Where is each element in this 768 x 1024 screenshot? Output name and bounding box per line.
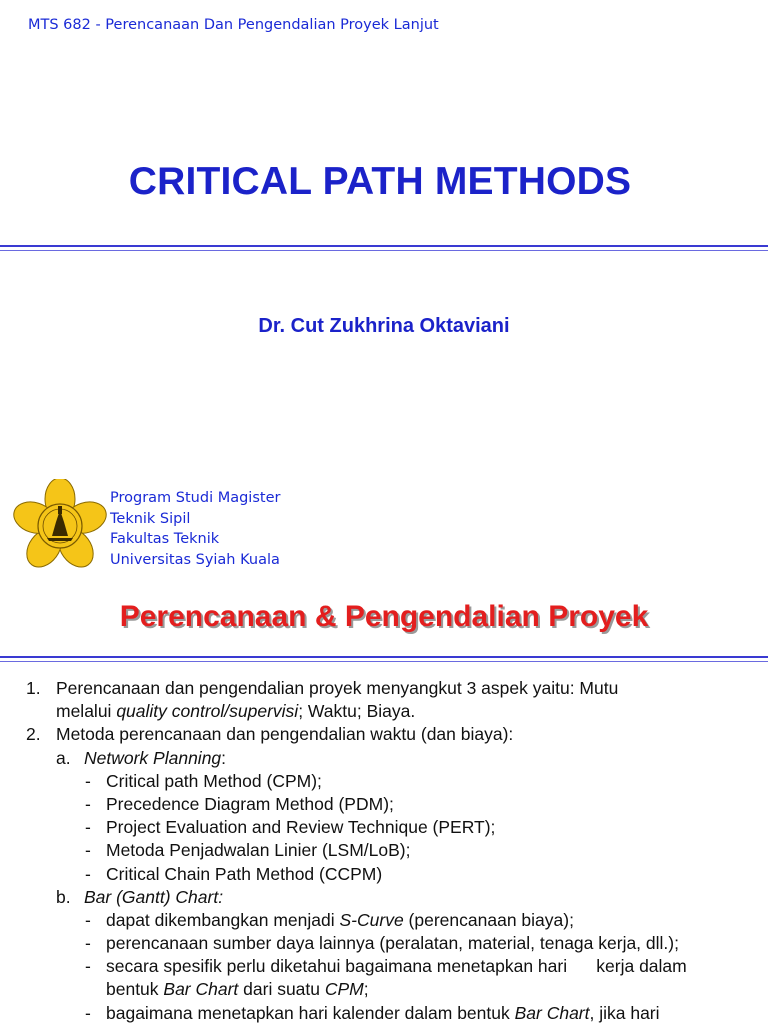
bullet-text: bagaimana menetapkan hari kalender dalam bentuk Bar Chart, jika hari	[106, 1002, 660, 1023]
dash-bullet: -	[85, 863, 91, 884]
bullet-text: perencanaan sumber daya lainnya (peralatan, material, tenaga kerja, dll.);	[106, 933, 679, 954]
divider-thin	[0, 661, 768, 662]
divider-thick	[0, 656, 768, 658]
bullet-item	[0, 793, 768, 816]
institution-line: Fakultas Teknik	[110, 531, 220, 547]
course-header: MTS 682 - Perencanaan Dan Pengendalian Proyek Lanjut	[28, 17, 439, 33]
dash-bullet: -	[85, 909, 91, 930]
dash-bullet: -	[85, 840, 91, 861]
item-number: 1.	[26, 678, 41, 698]
institution-line: Universitas Syiah Kuala	[110, 551, 280, 568]
bullet-text: Critical Chain Path Method (CCPM)	[106, 863, 383, 884]
author-name: Dr. Cut Zukhrina Oktaviani	[258, 315, 510, 337]
bullet-item	[0, 770, 768, 793]
dash-bullet: -	[85, 933, 91, 954]
slide-title: CRITICAL PATH METHODS	[128, 160, 632, 203]
bullet-item	[0, 863, 768, 886]
dash-bullet: -	[85, 793, 91, 814]
bullet-text: Critical path Method (CPM);	[106, 770, 322, 791]
sub-item-text: Network Planning:	[84, 747, 227, 768]
dash-bullet: -	[85, 770, 91, 791]
item-text: melalui quality control/supervisi; Waktu; Biaya.	[56, 701, 416, 722]
bullet-text: Metoda Penjadwalan Linier (LSM/LoB);	[106, 840, 411, 861]
university-seal-icon	[13, 479, 107, 573]
sub-item-letter: b.	[56, 886, 71, 907]
item-text: Perencanaan dan pengendalian proyek menyangkut 3 aspek yaitu: Mutu	[56, 678, 619, 698]
sub-item-letter: a.	[56, 747, 71, 768]
institution-line: Teknik Sipil	[110, 510, 191, 527]
slide-body	[0, 677, 768, 1024]
bullet-text: secara spesifik perlu diketahui bagaimana menetapkan hari kerja dalam	[106, 956, 687, 977]
list-item	[0, 723, 768, 746]
institution-block	[110, 488, 280, 570]
institution-line: Program Studi Magister	[110, 490, 281, 506]
section-title: Perencanaan & Pengendalian Proyek	[119, 600, 649, 633]
item-number: 2.	[26, 724, 41, 745]
dash-bullet: -	[85, 956, 91, 977]
bullet-continuation	[0, 978, 768, 1001]
bullet-item	[0, 816, 768, 839]
dash-bullet: -	[85, 817, 91, 838]
bullet-item	[0, 1002, 768, 1024]
bullet-item	[0, 839, 768, 862]
sub-item	[0, 747, 768, 770]
item-text: Metoda perencanaan dan pengendalian waktu (dan biaya):	[56, 724, 514, 745]
sub-item-text: Bar (Gantt) Chart:	[84, 886, 224, 907]
divider-thick	[0, 245, 768, 247]
sub-item	[0, 886, 768, 909]
divider-thin	[0, 250, 768, 251]
bullet-item	[0, 932, 768, 955]
list-item-continuation	[0, 700, 768, 723]
bullet-text: Precedence Diagram Method (PDM);	[106, 793, 394, 814]
bullet-text: bentuk Bar Chart dari suatu CPM;	[106, 979, 369, 1000]
bullet-item	[0, 909, 768, 932]
bullet-text: dapat dikembangkan menjadi S-Curve (perencanaan biaya);	[106, 909, 574, 930]
bullet-text: Project Evaluation and Review Technique (PERT);	[106, 817, 496, 838]
list-item	[0, 677, 768, 700]
dash-bullet: -	[85, 1002, 91, 1023]
bullet-item	[0, 955, 768, 978]
